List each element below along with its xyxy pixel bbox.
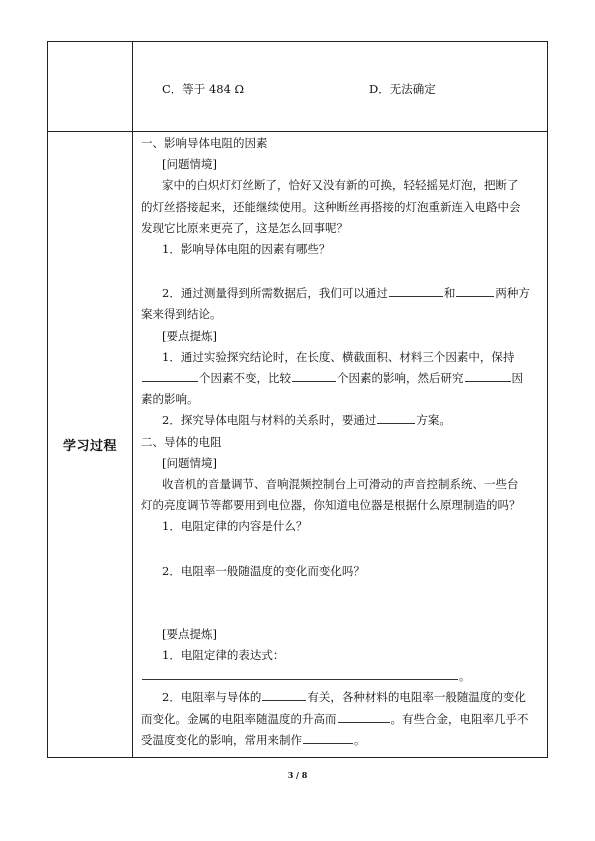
- blank: [142, 369, 198, 382]
- key-point-4: 2．电阻率与导体的 有关，各种材料的电阻率一般随温度的变化: [162, 690, 526, 705]
- blank: [389, 284, 443, 297]
- key-points-label-2: [要点提炼]: [162, 626, 217, 641]
- question-1: 1．影响导体电阻的因素有哪些？: [162, 242, 331, 257]
- page-number: 3 / 8: [287, 770, 308, 780]
- key-point-4-line-3: 受温度变化的影响，常用来制作 。: [141, 732, 366, 747]
- question-4: 2．电阻率一般随温度的变化而变化吗？: [162, 563, 365, 578]
- section-label: 学习过程: [62, 439, 117, 454]
- key-point-3: 1．电阻定律的表达式：: [162, 648, 285, 663]
- paragraph-2-line-1: 收音机的音量调节、音响混频控制台上可滑动的声音控制系统、一些台: [162, 477, 519, 492]
- blank: [303, 731, 353, 744]
- heading-1: 一、影响导体电阻的因素: [141, 136, 268, 150]
- blank: [292, 369, 336, 382]
- key-point-1: 1．通过实验探究结论时，在长度、横截面积、材料三个因素中，保持: [162, 349, 515, 364]
- content-cell: [133, 132, 547, 757]
- heading-2: 二、导体的电阻: [141, 434, 222, 449]
- paragraph-2-line-2: 灯的亮度调节等都要用到电位器，你知道电位器是根据什么原理制造的吗？: [141, 498, 521, 513]
- problem-label-2: [问题情境]: [162, 455, 217, 470]
- question-3: 1．电阻定律的内容是什么？: [162, 519, 308, 534]
- key-point-3-answer-line: 。: [141, 666, 539, 687]
- options-cell: [133, 42, 547, 131]
- key-point-1-line-2: 个因素不变，比较 个因素的影响，然后研究 因: [141, 368, 539, 389]
- worksheet-table: [47, 41, 548, 758]
- section-label-cell: [48, 132, 133, 757]
- paragraph-1-line-1: 家中的白炽灯灯丝断了，恰好又没有新的可换，轻轻摇晃灯泡，把断了: [162, 178, 519, 193]
- key-point-4-line-2: 而变化。金属的电阻率随温度的升高而 。有些合金，电阻率几乎不: [141, 711, 529, 726]
- option-c: C．等于 484 Ω: [162, 82, 245, 96]
- problem-label-1: [问题情境]: [162, 157, 217, 172]
- key-point-2: 2．探究导体电阻与材料的关系时，要通过 方案。: [162, 413, 451, 428]
- blank: [465, 369, 511, 382]
- key-points-label-1: [要点提炼]: [162, 328, 217, 343]
- paragraph-1-line-3: 发现它比原来更亮了，这是怎么回事呢？: [141, 220, 348, 235]
- question-2: 2．通过测量得到所需数据后，我们可以通过 和 两种方: [162, 286, 530, 301]
- question-2-line-2: 案来得到结论。: [141, 307, 222, 322]
- key-point-1-line-3: 素的影响。: [141, 392, 199, 407]
- options-row: [48, 42, 547, 132]
- left-cell-empty: [48, 42, 133, 131]
- blank: [338, 710, 390, 723]
- blank: [456, 284, 494, 297]
- blank: [377, 411, 415, 424]
- blank: [262, 688, 306, 701]
- option-d: D．无法确定: [369, 82, 436, 96]
- paragraph-1-line-2: 的灯丝搭接起来，还能继续使用。这种断丝再搭接的灯泡重新连入电路中会: [141, 199, 521, 214]
- blank: [142, 667, 458, 680]
- learning-process-row: [48, 132, 547, 757]
